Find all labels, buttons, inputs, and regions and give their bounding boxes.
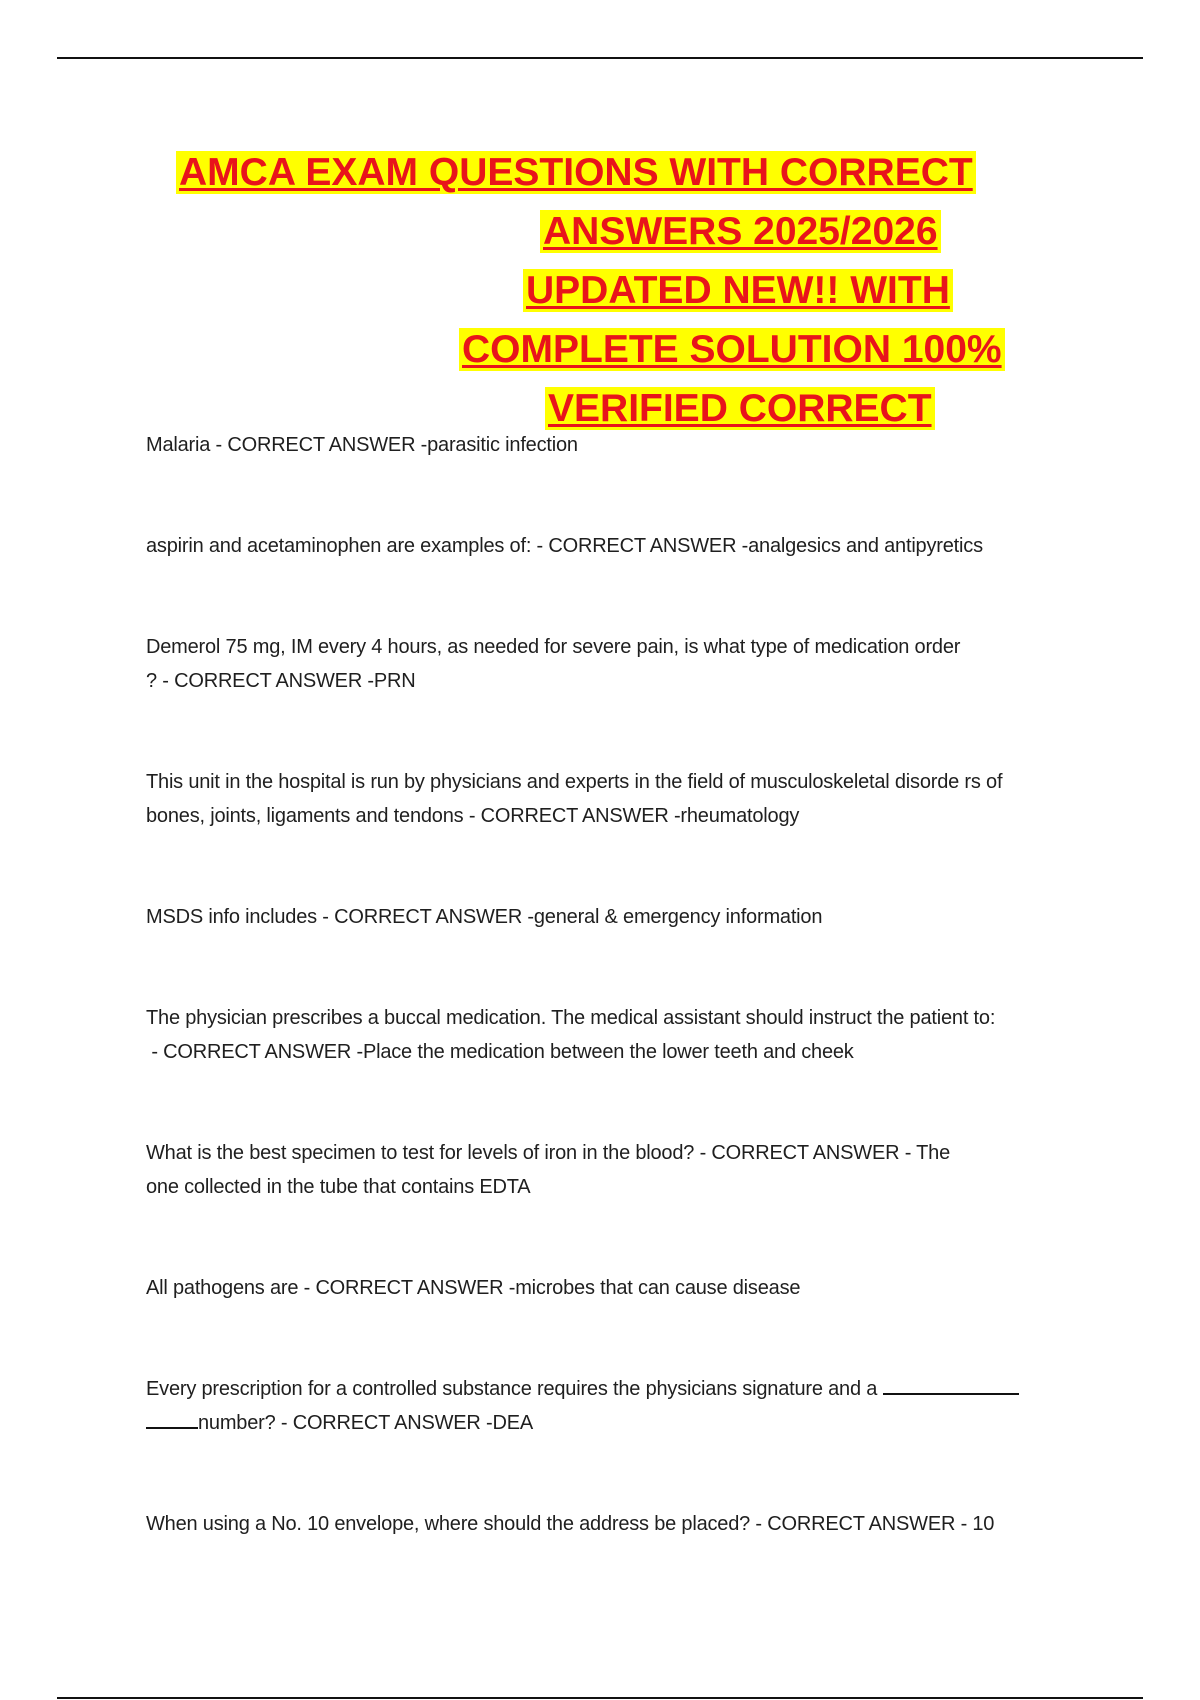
document-title bbox=[150, 147, 1100, 442]
qa-text: aspirin and acetaminophen are examples of: - CORRECT ANSWER -analgesics and antipyretics bbox=[146, 535, 983, 557]
qa-text: Demerol 75 mg, IM every 4 hours, as needed for severe pain, is what type of medication order bbox=[146, 636, 961, 658]
qa-text: Every prescription for a controlled substance requires the physicians signature and a bbox=[146, 1378, 878, 1400]
fill-in-blank bbox=[146, 1407, 198, 1429]
qa-text: Malaria - CORRECT ANSWER -parasitic infection bbox=[146, 434, 578, 456]
qa-item bbox=[146, 428, 1086, 462]
qa-text: - CORRECT ANSWER -Place the medication between the lower teeth and cheek bbox=[146, 1041, 854, 1063]
qa-item bbox=[146, 1507, 1086, 1541]
qa-text: What is the best specimen to test for levels of iron in the blood? - CORRECT ANSWER - The bbox=[146, 1142, 951, 1164]
qa-item bbox=[146, 1136, 1086, 1204]
title-line: ANSWERS 2025/2026 bbox=[150, 206, 1100, 265]
qa-item bbox=[146, 630, 1086, 698]
title-line: COMPLETE SOLUTION 100% bbox=[150, 324, 1100, 383]
qa-item bbox=[146, 529, 1086, 563]
title-line: VERIFIED CORRECT bbox=[150, 383, 1100, 442]
qa-text: The physician prescribes a buccal medication. The medical assistant should instruct the patient to: bbox=[146, 1007, 996, 1029]
title-line: AMCA EXAM QUESTIONS WITH CORRECT bbox=[150, 147, 1100, 206]
qa-text: MSDS info includes - CORRECT ANSWER -general & emergency information bbox=[146, 906, 823, 928]
qa-item bbox=[146, 765, 1086, 833]
fill-in-blank bbox=[883, 1373, 1019, 1395]
qa-text: number? - CORRECT ANSWER -DEA bbox=[198, 1412, 534, 1434]
qa-text: All pathogens are - CORRECT ANSWER -microbes that can cause disease bbox=[146, 1277, 801, 1299]
qa-item bbox=[146, 1271, 1086, 1305]
qa-item bbox=[146, 1001, 1086, 1069]
qa-item bbox=[146, 900, 1086, 934]
qa-text: one collected in the tube that contains EDTA bbox=[146, 1176, 531, 1198]
title-line: UPDATED NEW!! WITH bbox=[150, 265, 1100, 324]
qa-text: This unit in the hospital is run by physicians and experts in the field of musculoskeletal disorde rs of bbox=[146, 771, 1003, 793]
qa-item bbox=[146, 1372, 1091, 1440]
top-rule bbox=[57, 57, 1143, 59]
qa-text: ? - CORRECT ANSWER -PRN bbox=[146, 670, 416, 692]
qa-text: When using a No. 10 envelope, where should the address be placed? - CORRECT ANSWER - 10 bbox=[146, 1513, 995, 1535]
qa-text: bones, joints, ligaments and tendons - CORRECT ANSWER -rheumatology bbox=[146, 805, 800, 827]
bottom-rule bbox=[57, 1697, 1143, 1699]
